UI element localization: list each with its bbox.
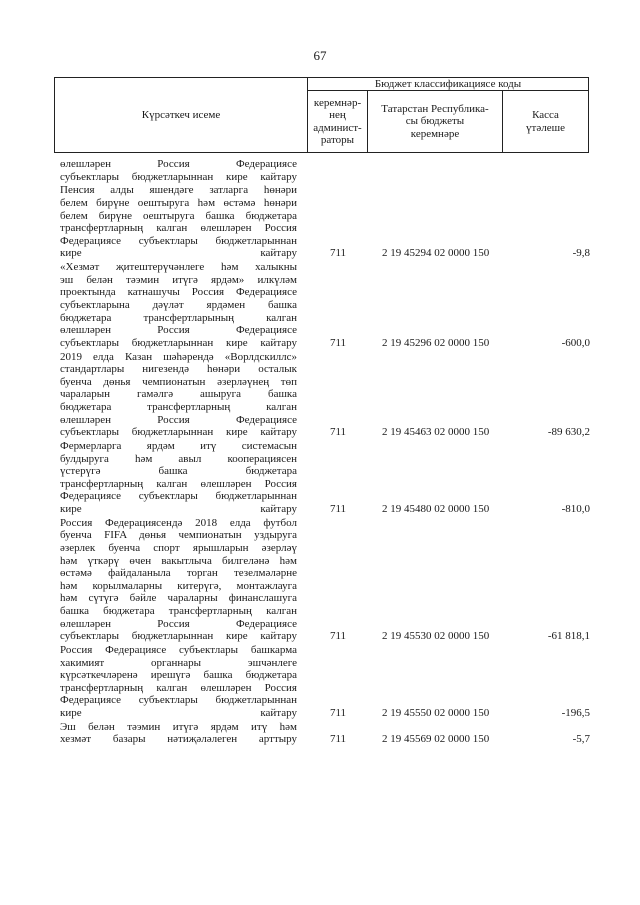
description-line: Пенсия алды яшендәге затларга һөнәри	[60, 184, 297, 197]
description-line: һәм корылмаларны китерүгә, монтажлауга	[60, 579, 297, 592]
header-admin-line: админист-	[313, 121, 362, 134]
description-line: трансфертларның калган өлешләрен Россия	[60, 222, 297, 235]
description-line: һәм үткәрү өчен вакытлыча билгеләнә һәм	[60, 554, 297, 567]
header-budget-classification: Бюджет классификациясе коды	[308, 78, 588, 91]
description-line: кире кайтару	[60, 247, 297, 260]
description-line: өлешләрен Россия Федерациясе	[60, 413, 297, 426]
row-description	[60, 184, 297, 260]
description-line: бюджетара трансфертларының калган	[60, 311, 297, 324]
description-line: белем бирүне оештыруга һәм өстәмә һөнәри	[60, 196, 297, 209]
description-line: проектында катнашучы Россия Федерациясе	[60, 286, 297, 299]
header-cash-line: Касса	[532, 109, 559, 121]
description-line: үстерүгә башка бюджетара	[60, 465, 297, 478]
header-admin-line: раторы	[320, 134, 355, 146]
description-line: буенча FIFA дөнья чемпионатын уздыруга	[60, 529, 297, 542]
header-cash	[503, 91, 588, 152]
row-income-code: 2 19 45569 02 0000 150	[382, 733, 490, 746]
description-line: Федерациясе субъектлары бюджетларыннан	[60, 234, 297, 247]
description-line: субъектлары бюджетларыннан кире кайтару	[60, 336, 297, 349]
description-line: Федерациясе субъектлары бюджетларыннан	[60, 694, 297, 707]
row-income-code: 2 19 45530 02 0000 150	[382, 630, 490, 643]
header-cash-line: үтәлеше	[526, 121, 565, 134]
description-line: әзерлек буенча спорт ярышларын әзерләү	[60, 541, 297, 554]
row-admin-code: 711	[329, 630, 347, 643]
row-description	[60, 721, 297, 746]
header-income-line: сы бюджеты	[405, 115, 465, 128]
row-description	[60, 517, 297, 643]
description-line: хакимият органнары эшчәнлеге	[60, 656, 297, 669]
row-amount: -61 818,1	[547, 630, 590, 643]
row-amount: -9,8	[572, 247, 590, 260]
row-description	[60, 440, 297, 516]
description-line: Россия Федерациясе субъектлары башкарма	[60, 644, 297, 656]
description-line: эш белән тәэмин итүгә ярдәм» илкүләм	[60, 273, 297, 286]
row-income-code: 2 19 45294 02 0000 150	[382, 247, 490, 260]
description-line: Фермерларга ярдәм итү системасын	[60, 440, 297, 452]
row-description	[60, 158, 297, 183]
row-income-code: 2 19 45463 02 0000 150	[382, 426, 490, 439]
description-line: белем бирүне оештыруга башка бюджетара	[60, 209, 297, 222]
row-income-code: 2 19 45480 02 0000 150	[382, 503, 490, 515]
row-income-code: 2 19 45550 02 0000 150	[382, 707, 490, 719]
description-line: өлешләрен Россия Федерациясе	[60, 617, 297, 630]
description-line: башка бюджетара трансфертларның калган	[60, 604, 297, 617]
header-income	[368, 91, 503, 152]
description-line: кире кайтару	[60, 502, 297, 515]
description-line: 2019 елда Казан шәһәрендә «Ворлдскиллс»	[60, 350, 297, 363]
row-admin-code: 711	[329, 247, 347, 260]
description-line: субъектлары бюджетларыннан кире кайтару	[60, 170, 297, 183]
header-income-line: Татарстан Республика-	[381, 102, 489, 115]
description-line: Эш белән тәэмин итүгә ярдәм итү һәм	[60, 720, 297, 733]
description-line: Федерациясе субъектлары бюджетларыннан	[60, 490, 297, 503]
description-line: булдыруга һәм авыл кооперациясен	[60, 452, 297, 465]
description-line: буенча дөнья чемпионатын әзерләүнең төп	[60, 375, 297, 388]
description-line: трансфертларның калган өлешләрен Россия	[60, 681, 297, 694]
description-line: бюджетара трансфертларның калган	[60, 400, 297, 413]
description-line: өстәмә файдаланыла торган тезелмәләрне	[60, 567, 297, 580]
description-line: Россия Федерациясендә 2018 елда футбол	[60, 516, 297, 529]
row-amount: -600,0	[561, 336, 590, 349]
header-indicator-name: Күрсәткеч исеме	[55, 78, 308, 152]
header-admin-line: керемнәр-	[313, 96, 362, 109]
description-line: субъектлары бюджетларыннан кире кайтару	[60, 426, 297, 439]
header-admin	[308, 91, 368, 152]
row-description	[60, 261, 297, 349]
page-number: 67	[313, 48, 327, 63]
description-line: өлешләрен Россия Федерациясе	[60, 158, 297, 170]
row-amount: -89 630,2	[547, 426, 590, 439]
description-line: трансфертларның калган өлешләрен Россия	[60, 477, 297, 490]
row-admin-code: 711	[329, 426, 347, 439]
row-income-code: 2 19 45296 02 0000 150	[382, 336, 490, 349]
description-line: күрсәткечләренә ирешүгә башка бюджетара	[60, 669, 297, 682]
description-line: өлешләрен Россия Федерациясе	[60, 324, 297, 337]
description-line: һәм сүтүгә бәйле чараларны финанслашуга	[60, 592, 297, 605]
row-description	[60, 351, 297, 439]
description-line: хезмәт базары нәтиҗәләлеген арттыру	[60, 733, 297, 746]
description-line: стандартлары нигезендә һөнәри осталык	[60, 363, 297, 376]
row-admin-code: 711	[329, 336, 347, 349]
description-line: «Хезмәт җитештерүчәнлеге һәм халыкны	[60, 261, 297, 274]
description-line: кире кайтару	[60, 706, 297, 719]
description-line: субъектларына дәүләт ярдәмен башка	[60, 298, 297, 311]
table-header	[54, 77, 589, 153]
description-line: субъектлары бюджетларыннан кире кайтару	[60, 630, 297, 643]
row-amount: -810,0	[561, 503, 590, 515]
row-admin-code: 711	[329, 707, 347, 719]
row-amount: -5,7	[572, 733, 590, 746]
row-admin-code: 711	[329, 503, 347, 515]
header-admin-line: нең	[329, 109, 346, 121]
header-income-line: керемнәре	[410, 127, 460, 140]
description-line: чараларын гамәлгә ашыруга башка	[60, 388, 297, 401]
row-amount: -196,5	[561, 707, 590, 719]
row-admin-code: 711	[329, 733, 347, 746]
row-description	[60, 644, 297, 720]
